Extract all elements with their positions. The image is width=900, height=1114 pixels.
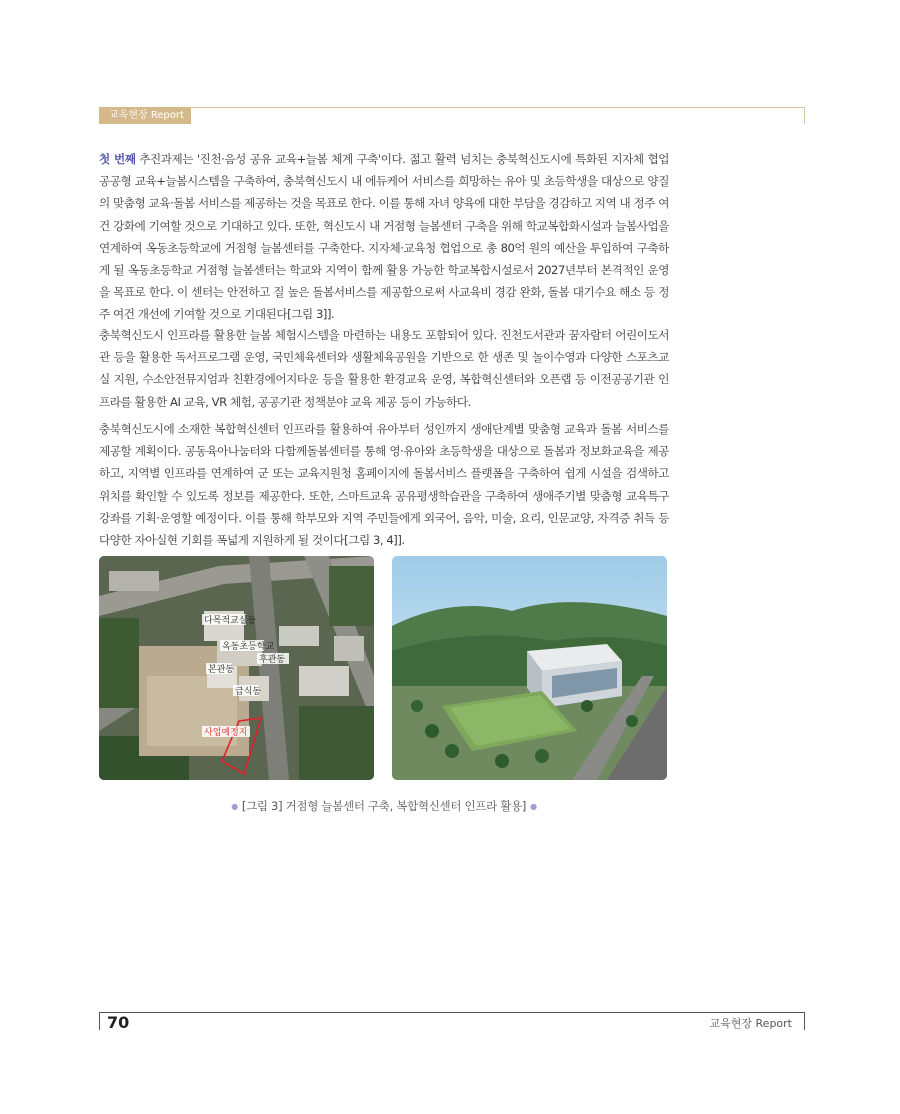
footer-right-tick bbox=[804, 1012, 805, 1030]
map-label-main-building: 본관동 bbox=[208, 665, 235, 675]
map-label-school: 옥동초등학교 bbox=[222, 642, 275, 652]
page-number: 70 bbox=[107, 1013, 130, 1032]
caption-bullet-icon: ● bbox=[231, 802, 238, 811]
paragraph-lead: 첫 번째 bbox=[99, 152, 136, 166]
figure-caption bbox=[99, 798, 669, 814]
paragraph-3: 충북혁신도시에 소재한 복합혁신센터 인프라를 활용하여 유아부터 성인까지 생애단계별 맞춤형 교육과 돌봄 서비스를 제공할 계획이다. 공동육아나눔터와 다함께돌봄센터를 통해 영·유아와 초등학생을 대상으로 돌봄과 정보화교육을 제공하고, 지역별 인프라를 연계하여 군 또는 교육지원청 홈페이지에 돌봄서비스 플랫폼을 구축하여 쉽게 시설을 검색하고 위치를 확인할 수 있도록 정보를 제공한다. 또한, 스마트교육 공유평생학습관을 구축하여 생애주기별 맞춤형 교육특구 강좌를 기획·운영할 예정이다. 이를 통해 학부모와 지역 주민들에게 외국어, 음악, 미술, 요리, 인문교양, 자격증 취득 등 다양한 자아실현 기회를 폭넓게 지원하게 될 것이다[그림 3, 4]]. bbox=[99, 422, 669, 548]
figure-caption-text: [그림 3] 거점형 늘봄센터 구축, 복합혁신센터 인프라 활용] bbox=[241, 799, 527, 813]
paragraph-1 bbox=[99, 148, 669, 326]
paragraph-1-text: 추진과제는 '진천·음성 공유 교육+늘봄 체계 구축'이다. 젊고 활력 넘치는 충북혁신도시에 특화된 지자체 협업 공공형 교육+늘봄시스템을 구축하여, 충북혁신도시 내 에듀케어 서비스를 희망하는 유아 및 초등학생을 대상으로 양질의 맞춤형 교육·돌봄 서비스를 제공하는 것을 목표로 한다. 이를 통해 자녀 양육에 대한 부담을 경감하고 지역 내 정주 여건 강화에 기여할 것으로 기대하고 있다. 또한, 혁신도시 내 거점형 늘봄센터 구축을 위해 학교복합화시설과 늘봄사업을 연계하여 옥동초등학교에 거점형 늘봄센터를 구축한다. 지자체·교육청 협업으로 총 80억 원의 예산을 투입하여 구축하게 될 옥동초등학교 거점형 늘봄센터는 학교와 지역이 함께 활용 가능한 학교복합시설로서 2027년부터 본격적인 운영을 목표로 한다. 이 센터는 안전하고 질 높은 돌봄서비스를 제공함으로써 사교육비 경감 완화, 돌봄 대기수요 해소 등 정주 여건 개선에 기여할 것으로 기대된다[그림 3]]. bbox=[99, 152, 669, 322]
header-rule bbox=[99, 107, 805, 124]
footer-title: 교육현장 Report bbox=[709, 1017, 792, 1030]
section-tag: 교육현장 Report bbox=[99, 107, 191, 124]
aerial-map-photo bbox=[99, 556, 374, 780]
map-label-multipurpose: 다목적교실동 bbox=[204, 616, 257, 626]
footer-left-tick bbox=[99, 1012, 100, 1030]
map-label-site: 사업예정지 bbox=[204, 728, 248, 738]
map-label-rear-building: 후관동 bbox=[259, 655, 286, 665]
caption-bullet-icon: ● bbox=[530, 802, 537, 811]
map-label-cafeteria: 급식동 bbox=[235, 687, 262, 697]
footer-rule bbox=[99, 1012, 805, 1030]
paragraph-2: 충북혁신도시 인프라를 활용한 늘봄 체험시스템을 마련하는 내용도 포함되어 있다. 진천도서관과 꿈자람터 어린이도서관 등을 활용한 독서프로그램 운영, 국민체육센터와 생활체육공원을 기반으로 한 생존 및 놀이수영과 다양한 스포츠교실 지원, 수소안전뮤지엄과 친환경에어지타운 등을 활용한 환경교육 운영, 복합혁신센터와 오픈랩 등 이전공공기관 인프라를 활용한 AI 교육, VR 체험, 공공기관 정책분야 교육 제공 등이 가능하다. bbox=[99, 328, 669, 409]
center-rendering-photo bbox=[392, 556, 667, 780]
